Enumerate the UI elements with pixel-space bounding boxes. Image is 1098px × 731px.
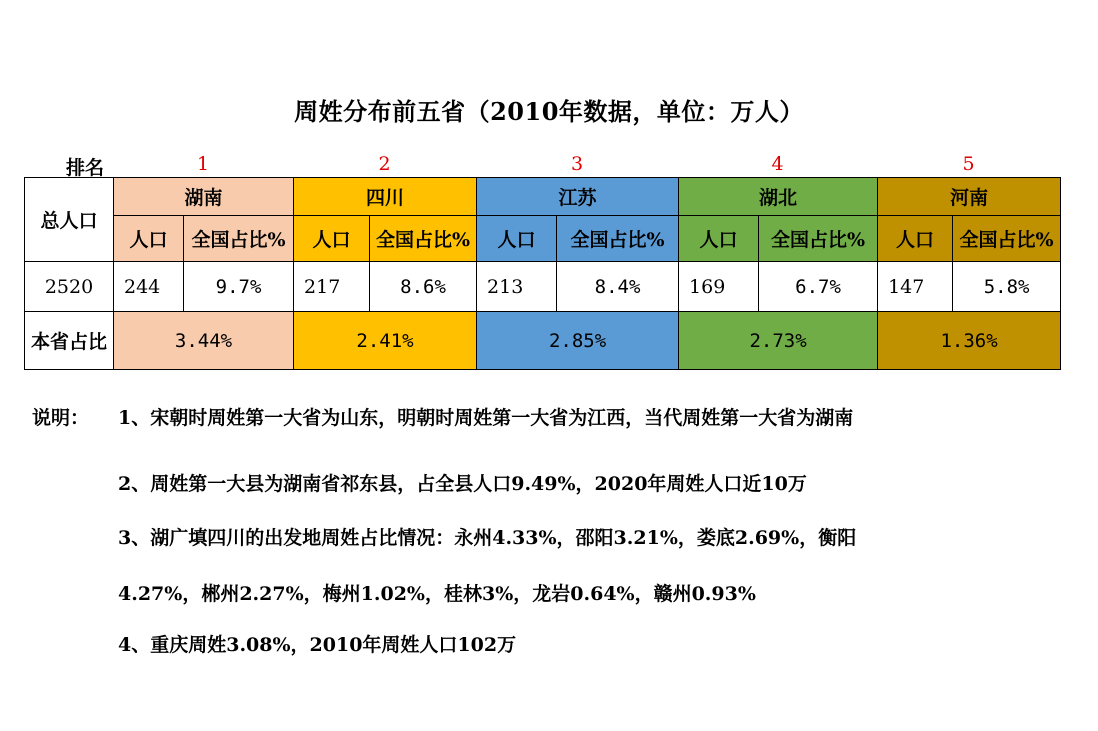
provincial-share-header: 本省占比 [25, 312, 114, 370]
pct-value-sichuan: 8.6% [370, 262, 477, 312]
note-line-3: 3、湖广填四川的出发地周姓占比情况：永州4.33%，邵阳3.21%，娄底2.69%，衡阳 [118, 527, 857, 549]
province-hunan: 湖南 [114, 178, 294, 216]
total-population-value: 2520 [25, 262, 114, 312]
pop-value-hunan: 244 [114, 262, 184, 312]
rank-row [0, 153, 1098, 177]
pct-header: 全国占比% [953, 216, 1061, 262]
pct-value-jiangsu: 8.4% [557, 262, 679, 312]
province-jiangsu: 江苏 [477, 178, 679, 216]
share-value-hubei: 2.73% [679, 312, 878, 370]
pop-header: 人口 [878, 216, 953, 262]
pct-header: 全国占比% [759, 216, 878, 262]
province-henan: 河南 [878, 178, 1061, 216]
rank-3: 3 [570, 153, 584, 175]
pct-value-hubei: 6.7% [759, 262, 878, 312]
rank-2: 2 [378, 153, 391, 175]
province-hubei: 湖北 [679, 178, 878, 216]
population-table [24, 177, 1061, 370]
note-line-3-cont: 4.27%，郴州2.27%，梅州1.02%，桂林3%，龙岩0.64%，赣州0.93% [118, 583, 756, 605]
rank-label: 排名 [66, 157, 105, 179]
pct-value-henan: 5.8% [953, 262, 1061, 312]
pop-header: 人口 [114, 216, 184, 262]
pop-header: 人口 [294, 216, 370, 262]
share-value-sichuan: 2.41% [294, 312, 477, 370]
pop-header: 人口 [679, 216, 759, 262]
rank-1: 1 [196, 153, 210, 175]
page-title: 周姓分布前五省（2010年数据，单位：万人） [294, 97, 804, 126]
pct-header: 全国占比% [370, 216, 477, 262]
pop-value-hubei: 169 [679, 262, 759, 312]
pct-value-hunan: 9.7% [184, 262, 294, 312]
note-line-4: 4、重庆周姓3.08%，2010年周姓人口102万 [118, 634, 517, 656]
total-population-header: 总人口 [25, 178, 114, 262]
rank-4: 4 [771, 153, 784, 175]
province-sichuan: 四川 [294, 178, 477, 216]
pop-header: 人口 [477, 216, 557, 262]
pct-header: 全国占比% [184, 216, 294, 262]
share-value-hunan: 3.44% [114, 312, 294, 370]
share-value-henan: 1.36% [878, 312, 1061, 370]
note-line-2: 2、周姓第一大县为湖南省祁东县，占全县人口9.49%，2020年周姓人口近10万 [118, 473, 807, 495]
pop-value-sichuan: 217 [294, 262, 370, 312]
note-line-1: 1、宋朝时周姓第一大省为山东，明朝时周姓第一大省为江西，当代周姓第一大省为湖南 [118, 407, 854, 429]
pct-header: 全国占比% [557, 216, 679, 262]
pop-value-henan: 147 [878, 262, 953, 312]
share-value-jiangsu: 2.85% [477, 312, 679, 370]
notes-label: 说明： [32, 407, 90, 429]
rank-5: 5 [962, 153, 975, 175]
pop-value-jiangsu: 213 [477, 262, 557, 312]
